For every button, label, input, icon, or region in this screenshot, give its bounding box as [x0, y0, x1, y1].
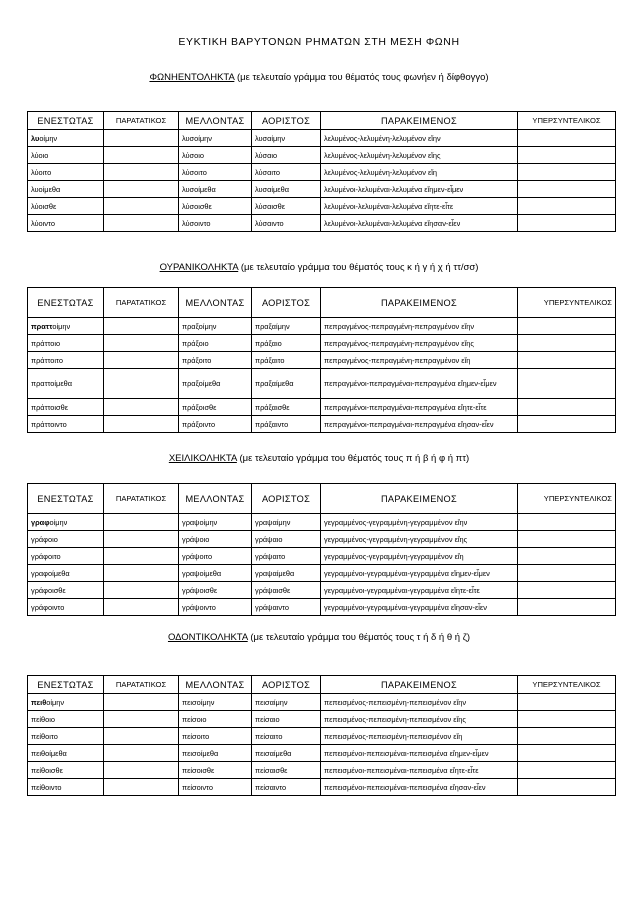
cell-aorist: πεισαίμεθα — [252, 745, 321, 762]
cell-perfect: λελυμένος-λελυμένη-λελυμένον εἴη — [321, 164, 518, 181]
cell-imperfect — [104, 762, 179, 779]
cell-future: πεισοίμεθα — [179, 745, 252, 762]
cell-perfect: πεπεισμένος-πεπεισμένη-πεπεισμένον εἴην — [321, 694, 518, 711]
col-header-present: ΕΝΕΣΤΩΤΑΣ — [28, 288, 104, 318]
cell-perfect: πεπραγμένοι-πεπραγμέναι-πεπραγμένα εἴημεν-εἶμεν — [321, 369, 518, 399]
cell-pluperfect — [518, 164, 616, 181]
cell-perfect: πεπραγμένος-πεπραγμένη-πεπραγμένον εἴη — [321, 352, 518, 369]
cell-imperfect — [104, 745, 179, 762]
cell-pluperfect — [518, 335, 616, 352]
cell-aorist: πράξαιο — [252, 335, 321, 352]
table-row — [28, 164, 616, 181]
table-row — [28, 198, 616, 215]
table-row — [28, 711, 616, 728]
table-row — [28, 335, 616, 352]
cell-perfect: πεπεισμένοι-πεπεισμέναι-πεπεισμένα εἴησαν-εἶεν — [321, 779, 518, 796]
cell-perfect: πεπεισμένος-πεπεισμένη-πεπεισμένον εἴη — [321, 728, 518, 745]
col-header-present: ΕΝΕΣΤΩΤΑΣ — [28, 676, 104, 694]
section-title: ΦΩΝΗΕΝΤΟΛΗΚΤΑ — [149, 72, 235, 83]
cell-future: πείσοιο — [179, 711, 252, 728]
cell-present: γράφοισθε — [28, 582, 104, 599]
cell-imperfect — [104, 694, 179, 711]
section-note: (με τελευταίο γράμμα του θέματός τους τ ή δ ή θ ή ζ) — [247, 632, 471, 643]
ending: οίμην — [49, 517, 68, 527]
conjugation-table-labial-stems — [27, 483, 616, 616]
cell-aorist: πραξαίμην — [252, 318, 321, 335]
cell-imperfect — [104, 130, 179, 147]
table-row — [28, 147, 616, 164]
cell-present — [28, 130, 104, 147]
col-header-imperfect: ΠΑΡΑΤΑΤΙΚΟΣ — [104, 484, 179, 514]
section-heading-vowel-stems — [0, 72, 638, 83]
table-row — [28, 599, 616, 616]
col-header-aorist: ΑΟΡΙΣΤΟΣ — [252, 676, 321, 694]
cell-present: πράττοιο — [28, 335, 104, 352]
cell-present: γράφοιτο — [28, 548, 104, 565]
cell-aorist: λυσαίμεθα — [252, 181, 321, 198]
cell-pluperfect — [518, 147, 616, 164]
cell-imperfect — [104, 164, 179, 181]
cell-pluperfect — [518, 565, 616, 582]
col-header-perfect: ΠΑΡΑΚΕΙΜΕΝΟΣ — [321, 288, 518, 318]
cell-perfect: πεπραγμένοι-πεπραγμέναι-πεπραγμένα εἴησαν-εἶεν — [321, 416, 518, 433]
cell-future: λύσοισθε — [179, 198, 252, 215]
cell-pluperfect — [518, 548, 616, 565]
cell-perfect: λελυμένοι-λελυμέναι-λελυμένα εἴητε-εἶτε — [321, 198, 518, 215]
table-row — [28, 399, 616, 416]
cell-pluperfect — [518, 215, 616, 232]
table-row — [28, 582, 616, 599]
cell-perfect: γεγραμμένος-γεγραμμένη-γεγραμμένον εἴη — [321, 548, 518, 565]
cell-pluperfect — [518, 369, 616, 399]
cell-perfect: πεπραγμένοι-πεπραγμέναι-πεπραγμένα εἴητε-εἶτε — [321, 399, 518, 416]
cell-aorist: πεισαίμην — [252, 694, 321, 711]
cell-future: πραξοίμεθα — [179, 369, 252, 399]
table-row — [28, 694, 616, 711]
cell-aorist: πραξαίμεθα — [252, 369, 321, 399]
cell-perfect: πεπραγμένος-πεπραγμένη-πεπραγμένον εἴης — [321, 335, 518, 352]
cell-present: πράττοισθε — [28, 399, 104, 416]
section-heading-dental-stems — [0, 632, 638, 643]
cell-perfect: γεγραμμένος-γεγραμμένη-γεγραμμένον εἴης — [321, 531, 518, 548]
cell-aorist: πείσαιτο — [252, 728, 321, 745]
col-header-aorist: ΑΟΡΙΣΤΟΣ — [252, 484, 321, 514]
col-header-perfect: ΠΑΡΑΚΕΙΜΕΝΟΣ — [321, 484, 518, 514]
page-title: ΕΥΚΤΙΚΗ ΒΑΡΥΤΟΝΩΝ ΡΗΜΑΤΩΝ ΣΤΗ ΜΕΣΗ ΦΩΝΗ — [178, 36, 460, 48]
table-row — [28, 531, 616, 548]
cell-future: λυσοίμην — [179, 130, 252, 147]
cell-pluperfect — [518, 779, 616, 796]
cell-aorist: πράξαισθε — [252, 399, 321, 416]
cell-future: λύσοιο — [179, 147, 252, 164]
cell-future: λύσοιτο — [179, 164, 252, 181]
cell-imperfect — [104, 369, 179, 399]
section-title: ΧΕΙΛΙΚΟΛΗΚΤΑ — [168, 453, 237, 464]
cell-perfect: λελυμένοι-λελυμέναι-λελυμένα εἴησαν-εἶεν — [321, 215, 518, 232]
cell-perfect: πεπραγμένος-πεπραγμένη-πεπραγμένον εἴην — [321, 318, 518, 335]
cell-imperfect — [104, 147, 179, 164]
col-header-future: ΜΕΛΛΟΝΤΑΣ — [179, 112, 252, 130]
cell-pluperfect — [518, 198, 616, 215]
table-row — [28, 779, 616, 796]
cell-future: πείσοισθε — [179, 762, 252, 779]
col-header-imperfect: ΠΑΡΑΤΑΤΙΚΟΣ — [104, 288, 179, 318]
section-heading-velar-stems — [0, 262, 638, 273]
cell-aorist: πείσαιο — [252, 711, 321, 728]
table-row — [28, 352, 616, 369]
cell-imperfect — [104, 565, 179, 582]
cell-aorist: γράψαισθε — [252, 582, 321, 599]
cell-perfect: γεγραμμένοι-γεγραμμέναι-γεγραμμένα εἴητε-εἶτε — [321, 582, 518, 599]
table-row — [28, 514, 616, 531]
cell-pluperfect — [518, 514, 616, 531]
col-header-present: ΕΝΕΣΤΩΤΑΣ — [28, 484, 104, 514]
cell-present — [28, 514, 104, 531]
cell-pluperfect — [518, 181, 616, 198]
cell-pluperfect — [518, 694, 616, 711]
cell-present — [28, 318, 104, 335]
col-header-pluperfect: ΥΠΕΡΣΥΝΤΕΛΙΚΟΣ — [518, 484, 616, 514]
cell-present: πραττοίμεθα — [28, 369, 104, 399]
cell-future: πράξοιο — [179, 335, 252, 352]
header-row — [28, 112, 616, 130]
section-title: ΟΥΡΑΝΙΚΟΛΗΚΤΑ — [159, 262, 239, 273]
cell-perfect: λελυμένος-λελυμένη-λελυμένον εἴην — [321, 130, 518, 147]
cell-imperfect — [104, 728, 179, 745]
cell-aorist: λυσαίμην — [252, 130, 321, 147]
header-row — [28, 484, 616, 514]
table-row — [28, 762, 616, 779]
cell-imperfect — [104, 711, 179, 728]
stem-highlight: πειθ — [31, 697, 47, 707]
cell-future: λύσοιντο — [179, 215, 252, 232]
section-note: (με τελευταίο γράμμα του θέματός τους κ ή γ ή χ ή ττ/σσ) — [238, 262, 479, 273]
table-row — [28, 565, 616, 582]
cell-future: πράξοιντο — [179, 416, 252, 433]
cell-pluperfect — [518, 416, 616, 433]
table-row — [28, 130, 616, 147]
cell-imperfect — [104, 599, 179, 616]
cell-present: λύοιο — [28, 147, 104, 164]
stem-highlight: γραφ — [31, 517, 50, 527]
cell-pluperfect — [518, 711, 616, 728]
cell-present: πράττοιντο — [28, 416, 104, 433]
cell-future: πράξοιτο — [179, 352, 252, 369]
table-row — [28, 369, 616, 399]
ending: οίμην — [39, 133, 58, 143]
cell-imperfect — [104, 215, 179, 232]
cell-present: πράττοιτο — [28, 352, 104, 369]
header-row — [28, 676, 616, 694]
cell-present: λύοιντο — [28, 215, 104, 232]
cell-pluperfect — [518, 130, 616, 147]
cell-perfect: γεγραμμένος-γεγραμμένη-γεγραμμένον εἴην — [321, 514, 518, 531]
conjugation-table-vowel-stems — [27, 111, 616, 232]
header-row — [28, 288, 616, 318]
cell-perfect: πεπεισμένος-πεπεισμένη-πεπεισμένον εἴης — [321, 711, 518, 728]
cell-future: γράψοιντο — [179, 599, 252, 616]
ending: οίμην — [52, 321, 71, 331]
cell-pluperfect — [518, 745, 616, 762]
cell-imperfect — [104, 352, 179, 369]
cell-imperfect — [104, 531, 179, 548]
cell-aorist: πείσαιντο — [252, 779, 321, 796]
cell-present: πείθοιο — [28, 711, 104, 728]
cell-imperfect — [104, 399, 179, 416]
cell-present: πείθοισθε — [28, 762, 104, 779]
cell-aorist: λύσαιο — [252, 147, 321, 164]
cell-present: λυοίμεθα — [28, 181, 104, 198]
cell-imperfect — [104, 198, 179, 215]
cell-imperfect — [104, 548, 179, 565]
col-header-pluperfect: ΥΠΕΡΣΥΝΤΕΛΙΚΟΣ — [518, 676, 616, 694]
cell-present: πειθοίμεθα — [28, 745, 104, 762]
cell-future: γραψοίμην — [179, 514, 252, 531]
cell-pluperfect — [518, 582, 616, 599]
section-heading-labial-stems — [0, 453, 638, 464]
col-header-future: ΜΕΛΛΟΝΤΑΣ — [179, 484, 252, 514]
col-header-present: ΕΝΕΣΤΩΤΑΣ — [28, 112, 104, 130]
col-header-pluperfect: ΥΠΕΡΣΥΝΤΕΛΙΚΟΣ — [518, 288, 616, 318]
table-row — [28, 416, 616, 433]
cell-present: λύοισθε — [28, 198, 104, 215]
section-title: ΟΔΟΝΤΙΚΟΛΗΚΤΑ — [167, 632, 248, 643]
cell-aorist: λύσαιντο — [252, 215, 321, 232]
cell-imperfect — [104, 582, 179, 599]
col-header-future: ΜΕΛΛΟΝΤΑΣ — [179, 676, 252, 694]
cell-perfect: πεπεισμένοι-πεπεισμέναι-πεπεισμένα εἴητε-εἶτε — [321, 762, 518, 779]
table-row — [28, 728, 616, 745]
cell-future: γράψοιο — [179, 531, 252, 548]
table-row — [28, 318, 616, 335]
cell-aorist: γραψαίμην — [252, 514, 321, 531]
cell-future: πεισοίμην — [179, 694, 252, 711]
cell-imperfect — [104, 318, 179, 335]
cell-present — [28, 694, 104, 711]
cell-future: πείσοιντο — [179, 779, 252, 796]
cell-aorist: λύσαιτο — [252, 164, 321, 181]
stem-highlight: λυ — [31, 133, 40, 143]
table-row — [28, 548, 616, 565]
cell-present: γραφοίμεθα — [28, 565, 104, 582]
cell-perfect: λελυμένοι-λελυμέναι-λελυμένα εἴημεν-εἶμεν — [321, 181, 518, 198]
cell-pluperfect — [518, 599, 616, 616]
col-header-pluperfect: ΥΠΕΡΣΥΝΤΕΛΙΚΟΣ — [518, 112, 616, 130]
cell-aorist: πράξαιντο — [252, 416, 321, 433]
cell-present: λύοιτο — [28, 164, 104, 181]
cell-pluperfect — [518, 531, 616, 548]
cell-future: λυσοίμεθα — [179, 181, 252, 198]
col-header-aorist: ΑΟΡΙΣΤΟΣ — [252, 288, 321, 318]
col-header-perfect: ΠΑΡΑΚΕΙΜΕΝΟΣ — [321, 676, 518, 694]
cell-pluperfect — [518, 318, 616, 335]
cell-present: γράφοιντο — [28, 599, 104, 616]
cell-imperfect — [104, 779, 179, 796]
cell-imperfect — [104, 181, 179, 198]
cell-pluperfect — [518, 762, 616, 779]
table-row — [28, 181, 616, 198]
section-note: (με τελευταίο γράμμα του θέματός τους φωνήεν ή δίφθογγο) — [234, 72, 489, 83]
cell-pluperfect — [518, 728, 616, 745]
cell-future: πράξοισθε — [179, 399, 252, 416]
cell-future: πείσοιτο — [179, 728, 252, 745]
col-header-imperfect: ΠΑΡΑΤΑΤΙΚΟΣ — [104, 112, 179, 130]
cell-present: γράφοιο — [28, 531, 104, 548]
col-header-imperfect: ΠΑΡΑΤΑΤΙΚΟΣ — [104, 676, 179, 694]
cell-perfect: γεγραμμένοι-γεγραμμέναι-γεγραμμένα εἴησαν-εἶεν — [321, 599, 518, 616]
cell-perfect: γεγραμμένοι-γεγραμμέναι-γεγραμμένα εἴημεν-εἶμεν — [321, 565, 518, 582]
cell-aorist: πράξαιτο — [252, 352, 321, 369]
cell-perfect: λελυμένος-λελυμένη-λελυμένον εἴης — [321, 147, 518, 164]
cell-aorist: λύσαισθε — [252, 198, 321, 215]
cell-future: γράψοιτο — [179, 548, 252, 565]
col-header-future: ΜΕΛΛΟΝΤΑΣ — [179, 288, 252, 318]
cell-aorist: γράψαιντο — [252, 599, 321, 616]
col-header-aorist: ΑΟΡΙΣΤΟΣ — [252, 112, 321, 130]
cell-imperfect — [104, 514, 179, 531]
cell-aorist: γραψαίμεθα — [252, 565, 321, 582]
cell-imperfect — [104, 416, 179, 433]
cell-present: πείθοιτο — [28, 728, 104, 745]
cell-future: γράψοισθε — [179, 582, 252, 599]
cell-present: πείθοιντο — [28, 779, 104, 796]
cell-aorist: γράψαιο — [252, 531, 321, 548]
conjugation-table-velar-stems — [27, 287, 616, 433]
cell-perfect: πεπεισμένοι-πεπεισμέναι-πεπεισμένα εἴημεν-εἶμεν — [321, 745, 518, 762]
cell-aorist: πείσαισθε — [252, 762, 321, 779]
cell-future: πραξοίμην — [179, 318, 252, 335]
cell-pluperfect — [518, 399, 616, 416]
conjugation-table-dental-stems — [27, 675, 616, 796]
cell-imperfect — [104, 335, 179, 352]
section-note: (με τελευταίο γράμμα του θέματός τους π ή β ή φ ή πτ) — [236, 453, 470, 464]
ending: οίμην — [46, 697, 65, 707]
col-header-perfect: ΠΑΡΑΚΕΙΜΕΝΟΣ — [321, 112, 518, 130]
cell-pluperfect — [518, 352, 616, 369]
stem-highlight: πραττ — [31, 321, 53, 331]
table-row — [28, 745, 616, 762]
cell-future: γραψοίμεθα — [179, 565, 252, 582]
cell-aorist: γράψαιτο — [252, 548, 321, 565]
table-row — [28, 215, 616, 232]
